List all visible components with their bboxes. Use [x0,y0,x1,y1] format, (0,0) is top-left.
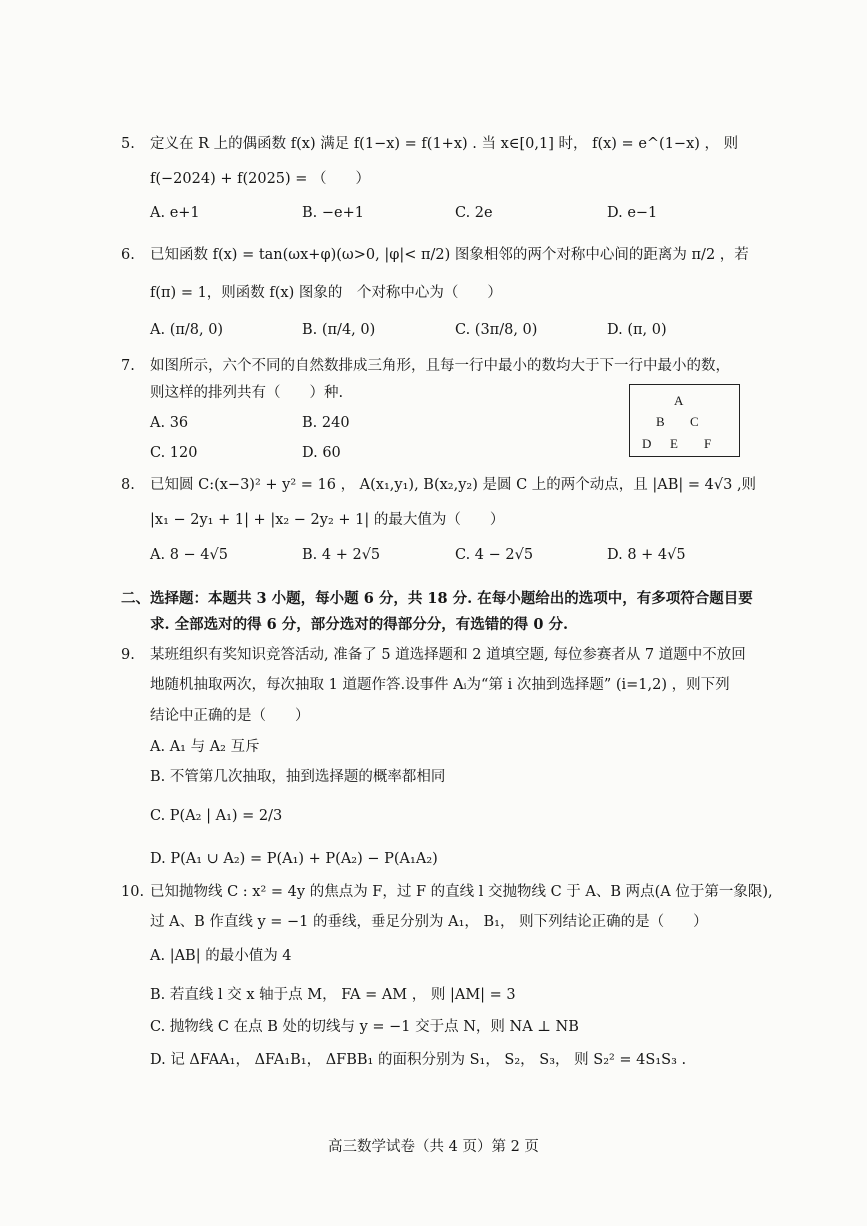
q5-option-a: A. e+1 [150,205,200,221]
q7-stem-line1: 如图所示，六个不同的自然数排成三角形，且每一行中最小的数均大于下一行中最小的数， [150,358,730,374]
q9-stem-line1: 某班组织有奖知识竞答活动, 准备了 5 道选择题和 2 道填空题, 每位参赛者从 7 道题中不放回 [150,647,746,663]
figure-label-f: F [704,436,712,451]
figure-label-d: D [642,436,652,451]
q10-option-c: C. 抛物线 C 在点 B 处的切线与 y = −1 交于点 N，则 NA ⊥ NB [150,1019,579,1035]
q6-option-b: B. (π/4, 0) [302,322,376,338]
q10-number: 10. [121,884,145,900]
q10-stem-line2: 过 A、B 作直线 y = −1 的垂线，垂足分别为 A₁， B₁， 则下列结论正确的是（ ） [150,914,708,930]
section2-heading-line1: 二、选择题：本题共 3 小题，每小题 6 分，共 18 分. 在每小题给出的选项中，有多项符合题目要 [121,590,753,607]
q9-number: 9. [121,647,135,663]
q9-option-d: D. P(A₁ ∪ A₂) = P(A₁) + P(A₂) − P(A₁A₂) [150,851,438,867]
q10-option-b: B. 若直线 l 交 x 轴于点 M， FA = AM ， 则 |AM| = 3 [150,987,516,1003]
q5-number: 5. [121,136,135,152]
q6-number: 6. [121,247,135,263]
figure-label-c: C [690,414,699,429]
q7-option-a: A. 36 [150,415,189,431]
q7-option-c: C. 120 [150,445,198,461]
figure-label-e: E [670,436,678,451]
q7-option-d: D. 60 [302,445,341,461]
figure-label-a: A [674,393,684,408]
q7-stem-line2: 则这样的排列共有（ ）种. [150,385,344,401]
q9-stem-line3: 结论中正确的是（ ） [150,708,310,724]
q6-option-c: C. (3π/8, 0) [455,322,538,338]
page-footer: 高三数学试卷（共 4 页）第 2 页 [328,1139,539,1155]
q10-option-d: D. 记 ΔFAA₁， ΔFA₁B₁， ΔFBB₁ 的面积分别为 S₁， S₂， S₃， 则 S₂² = 4S₁S₃ . [150,1052,687,1068]
q8-stem-line2: |x₁ − 2y₁ + 1| + |x₂ − 2y₂ + 1| 的最大值为（ ） [150,512,505,528]
section2-heading-line2: 求. 全部选对的得 6 分，部分选对的得部分分，有选错的得 0 分. [150,616,569,633]
q9-option-a: A. A₁ 与 A₂ 互斥 [150,739,260,755]
q8-number: 8. [121,477,135,493]
q6-option-d: D. (π, 0) [607,322,667,338]
q8-option-a: A. 8 − 4√5 [150,547,228,563]
q9-option-b: B. 不管第几次抽取，抽到选择题的概率都相同 [150,769,446,785]
figure-label-b: B [656,414,665,429]
q5-option-c: C. 2e [455,205,493,221]
q10-stem-line1: 已知抛物线 C : x² = 4y 的焦点为 F，过 F 的直线 l 交抛物线 C 于 A、B 两点(A 位于第一象限), [150,884,773,900]
q8-stem-line1: 已知圆 C:(x−3)² + y² = 16 ， A(x₁,y₁), B(x₂,y₂) 是圆 C 上的两个动点，且 |AB| = 4√3 ,则 [150,477,757,493]
q8-option-d: D. 8 + 4√5 [607,547,686,563]
q8-option-b: B. 4 + 2√5 [302,547,381,563]
q7-number: 7. [121,358,135,374]
q5-option-d: D. e−1 [607,205,658,221]
q5-stem-line2: f(−2024) + f(2025) = （ ） [150,171,371,187]
q8-option-c: C. 4 − 2√5 [455,547,534,563]
q9-option-c: C. P(A₂ | A₁) = 2/3 [150,808,283,824]
q6-stem-line1: 已知函数 f(x) = tan(ωx+φ)(ω>0, |φ|< π/2) 图象相邻的两个对称中心间的距离为 π/2 ，若 [150,247,749,263]
q10-option-a: A. |AB| 的最小值为 4 [150,948,292,964]
q7-option-b: B. 240 [302,415,350,431]
q9-stem-line2: 地随机抽取两次，每次抽取 1 道题作答.设事件 Aᵢ为“第 i 次抽到选择题” (i=1,2) ，则下列 [150,677,730,693]
q7-triangle-figure [629,384,740,457]
q5-stem-line1: 定义在 R 上的偶函数 f(x) 满足 f(1−x) = f(1+x) . 当 x∈[0,1] 时， f(x) = e^(1−x) ， 则 [150,136,739,152]
q6-stem-line2: f(π) = 1，则函数 f(x) 图象的 个对称中心为（ ） [150,285,502,301]
q6-option-a: A. (π/8, 0) [150,322,224,338]
q5-option-b: B. −e+1 [302,205,364,221]
